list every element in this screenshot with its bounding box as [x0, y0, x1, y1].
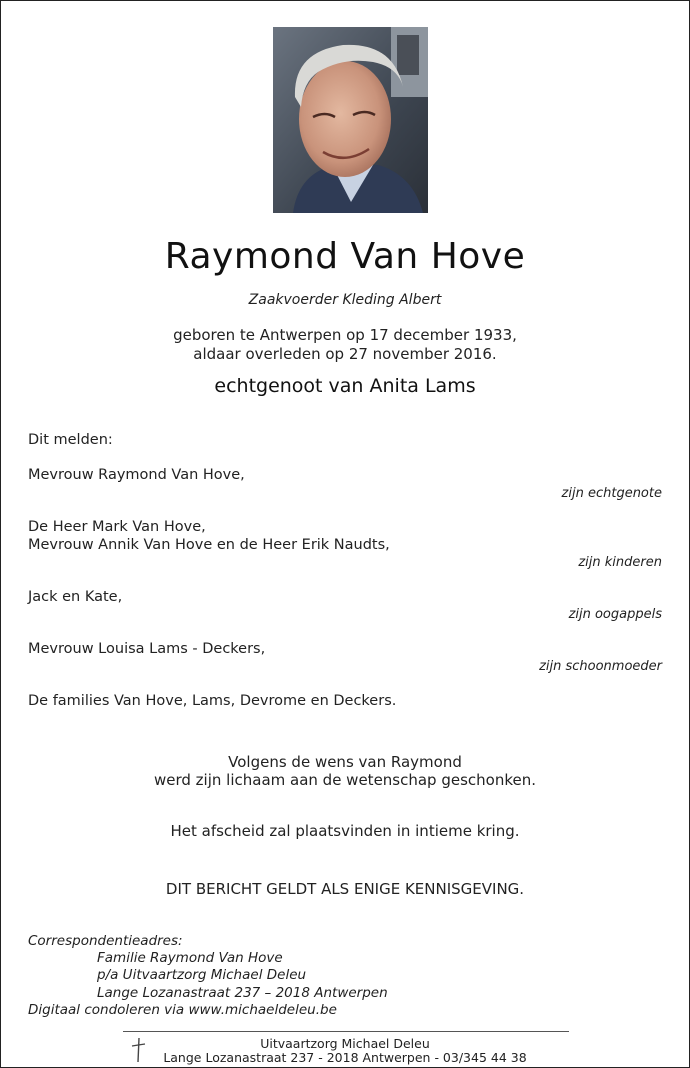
correspondence-label: Correspondentieadres: [28, 933, 183, 949]
mourner-relation: zijn schoonmoeder [539, 659, 662, 674]
condolence-link[interactable]: Digitaal condoleren via www.michaeldeleu.be [28, 1002, 337, 1018]
portrait-photo [273, 27, 428, 213]
footer-divider [123, 1031, 569, 1032]
birth-line: geboren te Antwerpen op 17 december 1933, [173, 326, 517, 344]
intro-text: Dit melden: [28, 432, 113, 448]
footer-address: Lange Lozanastraat 237 - 2018 Antwerpen - 03/345 44 38 [163, 1050, 527, 1065]
footer-company: Uitvaartzorg Michael Deleu [260, 1036, 430, 1051]
mourner-relation: zijn kinderen [578, 555, 662, 570]
mourner-name: Mevrouw Louisa Lams - Deckers, [28, 641, 266, 657]
spouse-line: echtgenoot van Anita Lams [214, 375, 476, 397]
notice-line: DIT BERICHT GELDT ALS ENIGE KENNISGEVING. [165, 880, 525, 898]
deceased-profession: Zaakvoerder Kleding Albert [248, 292, 442, 308]
mourner-relation: zijn echtgenote [561, 486, 662, 501]
wish-line-2: werd zijn lichaam aan de wetenschap geschonken. [153, 771, 537, 789]
correspondence-line-1: Familie Raymond Van Hove [97, 950, 283, 966]
farewell-line: Het afscheid zal plaatsvinden in intieme kring. [170, 822, 520, 840]
mourner-relation: zijn oogappels [568, 607, 662, 622]
correspondence-line-2: p/a Uitvaartzorg Michael Deleu [97, 967, 307, 983]
mourner-name: Jack en Kate, [28, 589, 123, 605]
correspondence-line-3: Lange Lozanastraat 237 – 2018 Antwerpen [97, 985, 388, 1001]
mourner-name: Mevrouw Annik Van Hove en de Heer Erik Naudts, [28, 537, 390, 553]
mourner-name: De Heer Mark Van Hove, [28, 519, 206, 535]
families-line: De families Van Hove, Lams, Devrome en Deckers. [28, 693, 397, 709]
mourner-name: Mevrouw Raymond Van Hove, [28, 467, 245, 483]
cross-icon [129, 1036, 147, 1064]
wish-line-1: Volgens de wens van Raymond [228, 753, 462, 771]
death-line: aldaar overleden op 27 november 2016. [193, 345, 497, 363]
deceased-name: Raymond Van Hove [164, 236, 526, 277]
life-dates [0, 326, 690, 364]
